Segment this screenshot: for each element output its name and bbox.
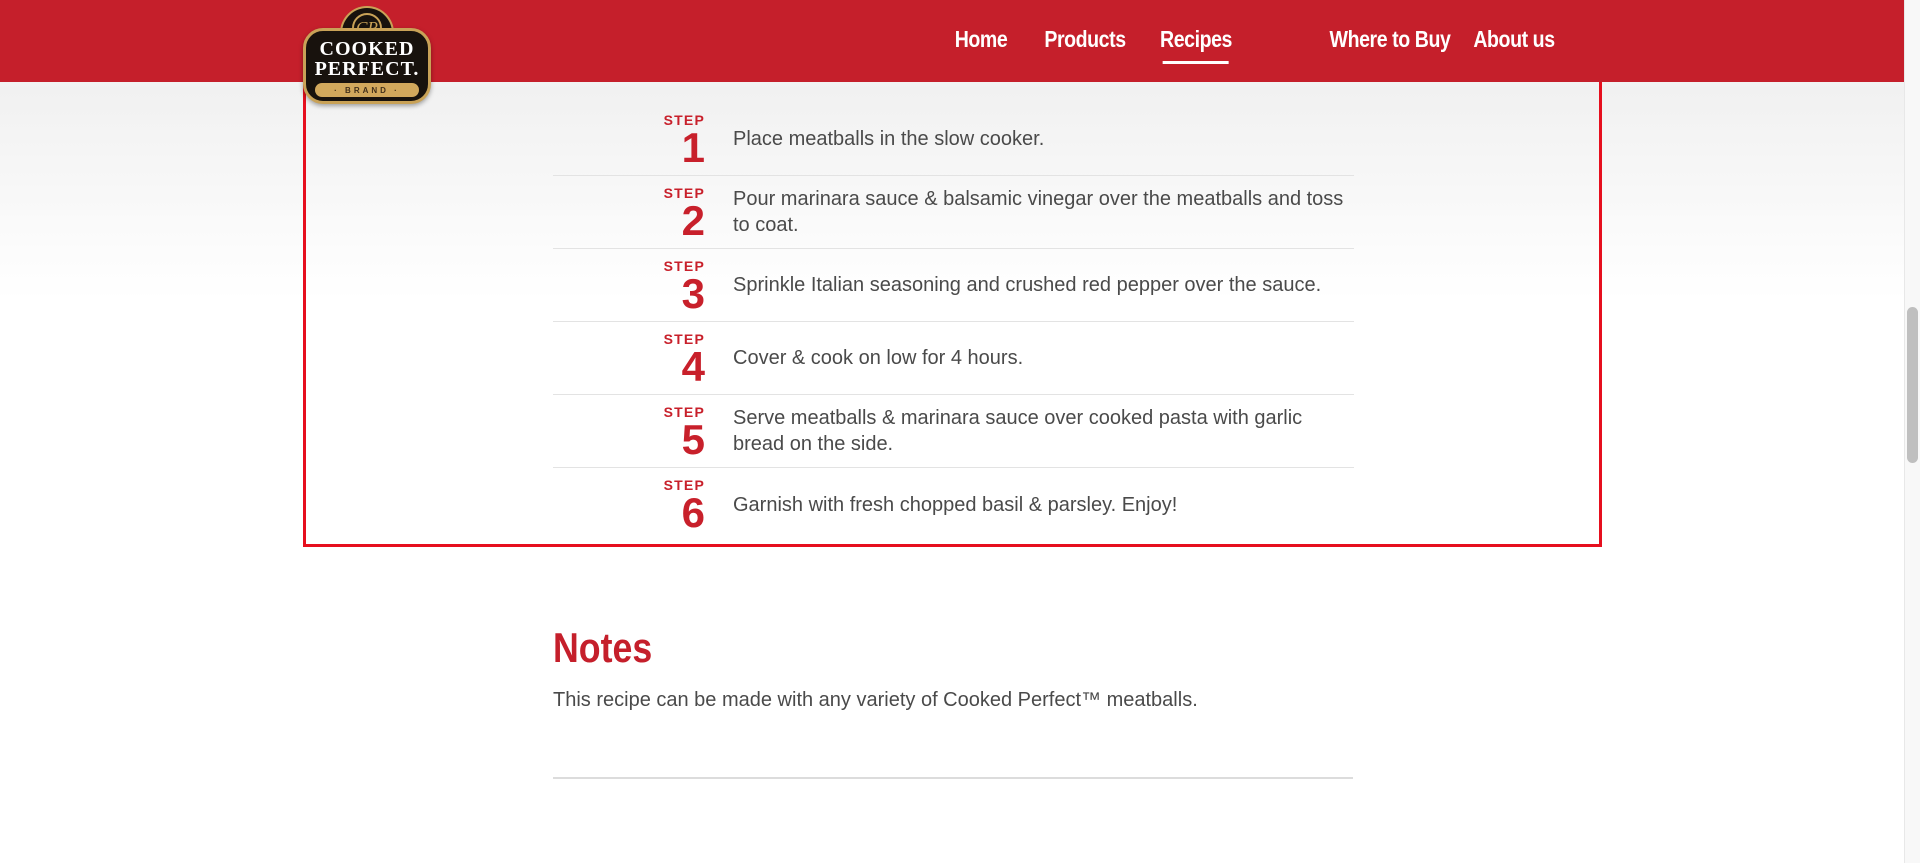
step-number-block — [553, 330, 705, 390]
notes-heading: Notes — [553, 624, 653, 671]
step-number-block — [553, 184, 705, 244]
scrollbar-track[interactable] — [1904, 0, 1920, 863]
step-number: 3 — [681, 269, 705, 317]
step-row-5 — [553, 395, 1354, 468]
notes-text: This recipe can be made with any variety of Cooked Perfect™ meatballs. — [553, 689, 1198, 711]
step-number: 6 — [681, 489, 705, 537]
step-label: STEP — [663, 403, 705, 420]
step-number: 2 — [681, 196, 705, 244]
step-number: 1 — [681, 123, 705, 171]
nav-item-products[interactable]: Products — [1044, 26, 1126, 52]
nav-item-recipes[interactable]: Recipes — [1154, 26, 1239, 53]
step-label: STEP — [663, 330, 705, 347]
logo-banner-brand: · BRAND · — [315, 83, 419, 97]
divider — [553, 777, 1353, 779]
step-label: STEP — [663, 111, 705, 128]
step-instruction: Place meatballs in the slow cooker. — [733, 128, 1045, 150]
step-instruction: Serve meatballs & marinara sauce over cooked pasta with garlic bread on the side. — [733, 407, 1303, 455]
top-nav-bar — [0, 0, 1904, 82]
step-row-2 — [553, 176, 1354, 249]
step-instruction: Sprinkle Italian seasoning and crushed red pepper over the sauce. — [733, 274, 1322, 296]
step-row-1 — [553, 103, 1354, 176]
step-instruction: Pour marinara sauce & balsamic vinegar over the meatballs and toss to coat. — [733, 188, 1344, 236]
scrollbar-thumb[interactable] — [1907, 307, 1918, 463]
step-number-block — [553, 257, 705, 317]
step-label: STEP — [663, 477, 705, 494]
step-number: 5 — [681, 415, 705, 463]
nav-item-home[interactable]: Home — [954, 26, 1008, 52]
nav-item-where-to-buy[interactable]: Where to Buy — [1329, 26, 1451, 52]
recipe-steps-panel — [303, 82, 1602, 547]
logo-text-cooked: COOKED — [319, 38, 415, 60]
step-number: 4 — [681, 342, 705, 390]
step-instruction: Garnish with fresh chopped basil & parsley. Enjoy! — [733, 493, 1178, 516]
step-label: STEP — [663, 184, 705, 201]
step-row-6 — [553, 468, 1354, 541]
step-row-3 — [553, 249, 1354, 322]
brand-logo[interactable] — [303, 6, 431, 112]
nav-item-about-us[interactable]: About us — [1473, 26, 1555, 52]
step-row-4 — [553, 322, 1354, 395]
logo-text-perfect: PERFECT. — [314, 58, 420, 80]
logo-shield — [303, 28, 431, 104]
steps-list — [553, 82, 1354, 541]
step-number-block — [553, 477, 705, 537]
step-number-block — [553, 403, 705, 463]
step-instruction: Cover & cook on low for 4 hours. — [733, 347, 1024, 369]
step-number-block — [553, 111, 705, 171]
step-label: STEP — [663, 257, 705, 274]
